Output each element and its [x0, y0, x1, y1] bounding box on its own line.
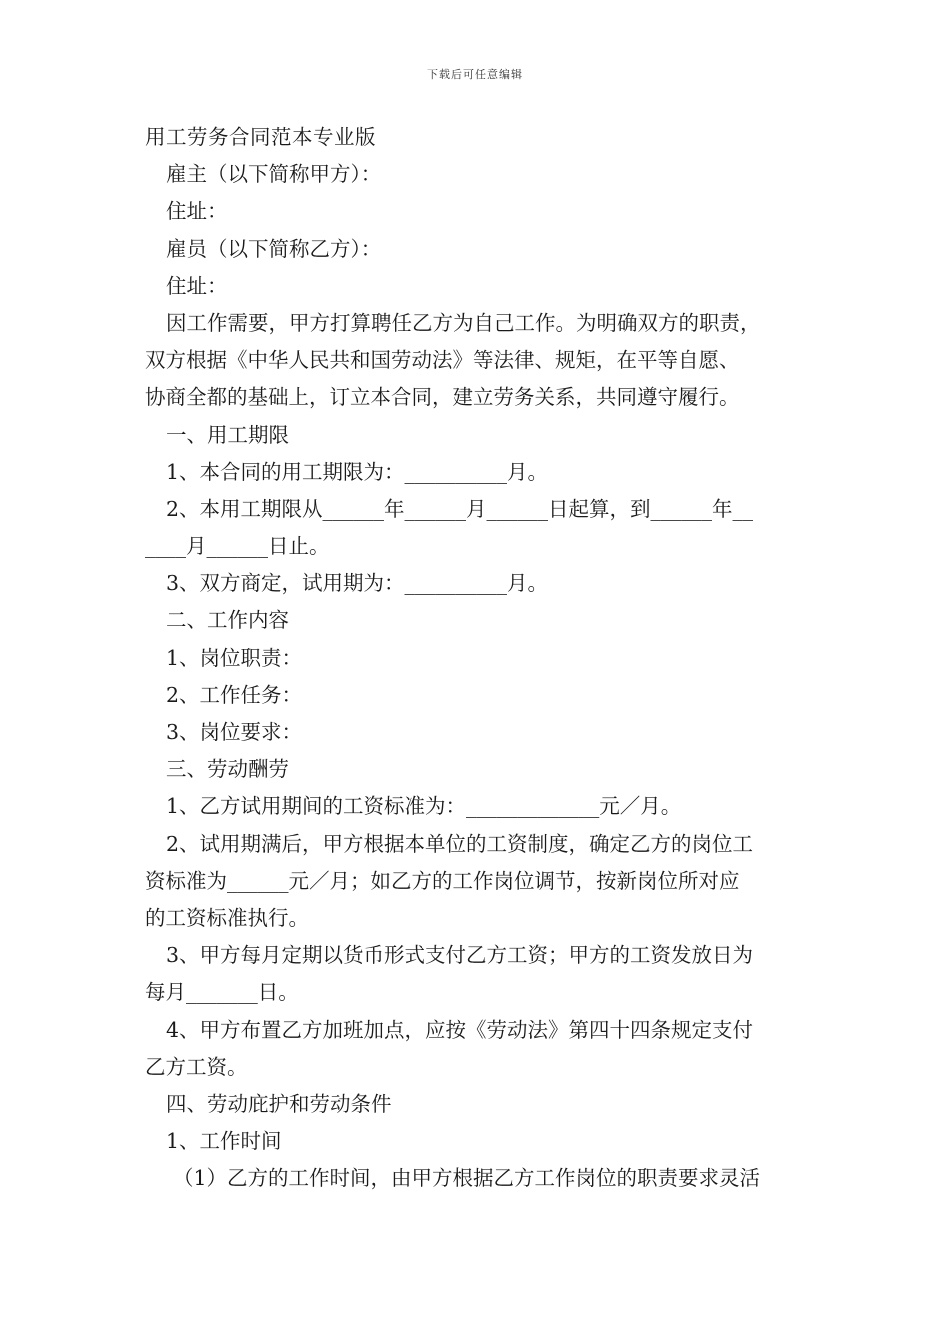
contract-line: 1、乙方试用期间的工资标准为：_____________元／月。 [166, 794, 682, 819]
contract-line: 因工作需要，甲方打算聘任乙方为自己工作。为明确双方的职责， [166, 310, 761, 335]
contract-line: 资标准为______元／月；如乙方的工作岗位调节，按新岗位所对应 [145, 868, 740, 893]
contract-line: 住址： [166, 273, 228, 298]
contract-line: 住址： [166, 199, 228, 224]
contract-line: 3、岗位要求： [166, 720, 303, 744]
contract-line: 3、甲方每月定期以货币形式支付乙方工资；甲方的工资发放日为 [166, 943, 754, 968]
contract-line: 1、工作时间 [166, 1129, 282, 1154]
contract-line: 雇主（以下简称甲方）： [166, 162, 382, 187]
contract-line: 1、岗位职责： [166, 645, 303, 670]
contract-line: 4、甲方布置乙方加班加点，应按《劳动法》第四十四条规定支付 [166, 1017, 754, 1042]
contract-line: 每月_______日。 [145, 980, 299, 1005]
contract-line: 四、劳动庇护和劳动条件 [166, 1091, 392, 1116]
contract-line: 双方根据《中华人民共和国劳动法》等法律、规矩，在平等自愿、 [145, 348, 740, 373]
contract-lines [145, 156, 815, 1197]
contract-line: 协商全都的基础上，订立本合同，建立劳务关系，共同遵守履行。 [145, 385, 740, 410]
contract-line: 1、本合同的用工期限为：__________月。 [166, 459, 549, 484]
page-header: 下载后可任意编辑 [427, 68, 523, 81]
contract-line: 2、本用工期限从______年______月______日起算，到______年__ [166, 496, 754, 521]
contract-line: 2、工作任务： [166, 682, 303, 707]
contract-body [145, 119, 815, 1197]
contract-line: （1）乙方的工作时间，由甲方根据乙方工作岗位的职责要求灵活 [173, 1166, 761, 1191]
document-title: 用工劳务合同范本专业版 [145, 125, 376, 149]
contract-line: 二、工作内容 [166, 608, 289, 633]
contract-line: 乙方工资。 [145, 1054, 248, 1079]
contract-line: 2、试用期满后，甲方根据本单位的工资制度，确定乙方的岗位工 [166, 831, 754, 856]
contract-line: 一、用工期限 [166, 422, 289, 447]
contract-line: ____月______日止。 [145, 534, 330, 559]
contract-line: 三、劳动酬劳 [166, 757, 289, 782]
contract-line: 的工资标准执行。 [145, 905, 309, 930]
contract-line: 雇员（以下简称乙方）： [166, 236, 382, 261]
contract-line: 3、双方商定，试用期为：__________月。 [166, 571, 549, 596]
